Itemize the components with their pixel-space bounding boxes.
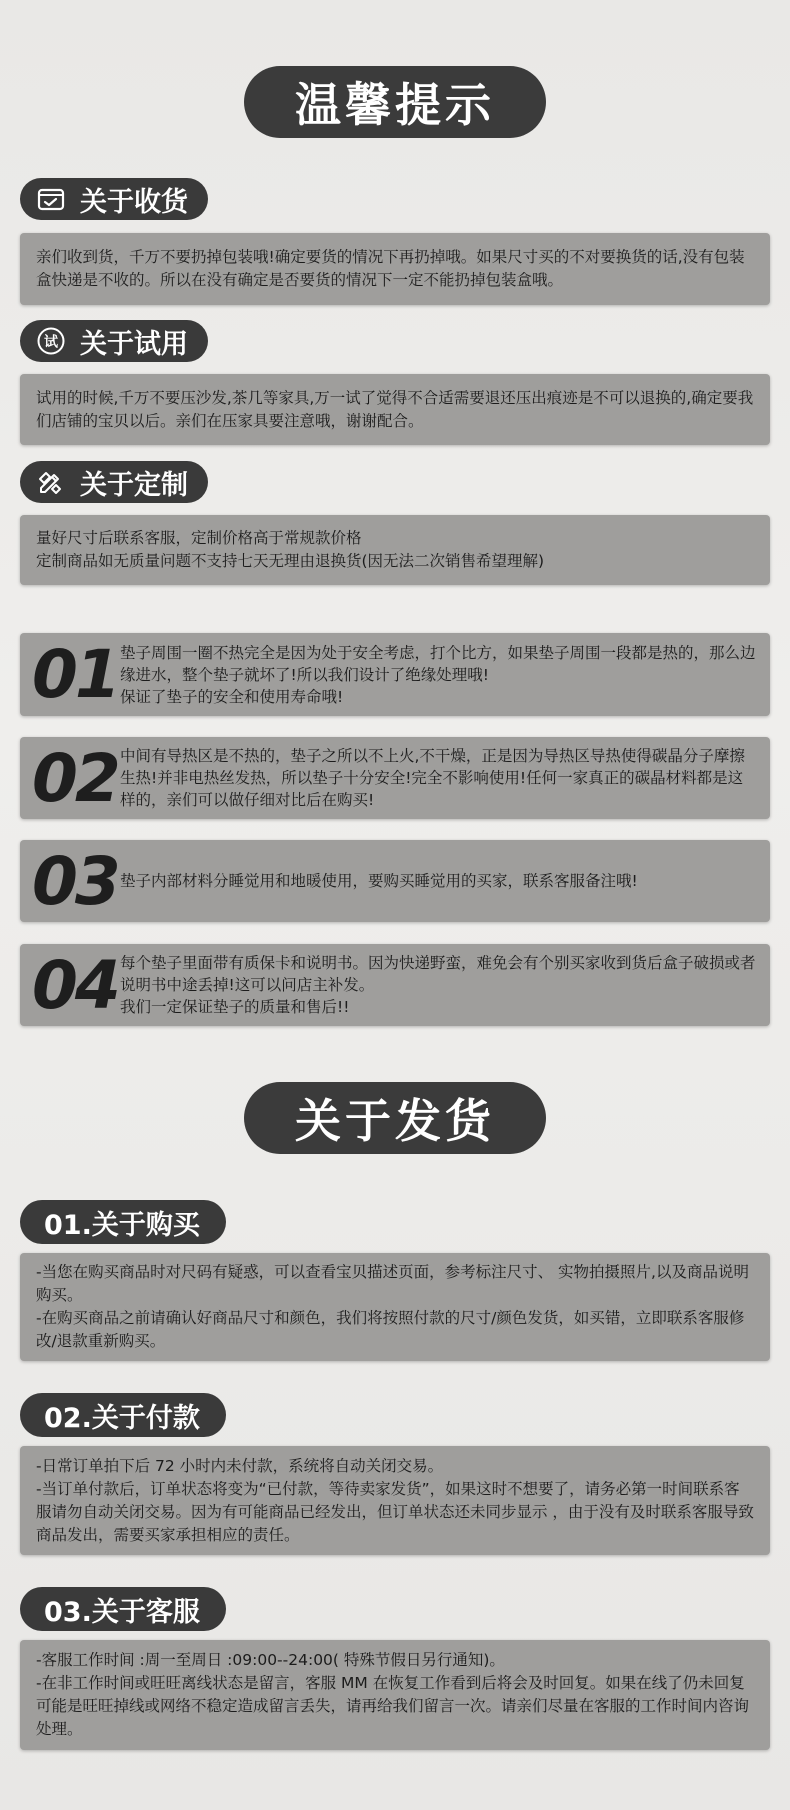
item-text: 中间有导热区是不热的，垫子之所以不上火,不干燥，正是因为导热区导热使得碳晶分子摩擦生热!并非电热丝发热，所以垫子十分安全!完全不影响使用!任何一家真正的碳晶材料都是这样的，亲们可以做仔细对比后在购买! [120,747,745,809]
payment-header: 02.关于付款 [20,1393,226,1437]
item-text: 垫子内部材料分睡觉用和地暖使用，要购买睡觉用的买家，联系客服备注哦! [120,872,638,890]
pencil-ruler-icon [36,467,66,497]
body-text: 试用的时候,千万不要压沙发,茶几等家具,万一试了觉得不合适需要退还压出痕迹是不可以退换的,确定要我们店铺的宝贝以后。亲们在压家具要注意哦，谢谢配合。 [36,388,754,430]
body-line: 定制商品如无质量问题不支持七天无理由退换货(因无法二次销售希望理解) [36,552,545,570]
service-header: 03.关于客服 [20,1587,226,1631]
item-text: 垫子周围一圈不热完全是因为处于安全考虑，打个比方，如果垫子周围一段都是热的，那么边缘进水，整个垫子就坏了!所以我们设计了绝缘处理哦! [120,643,756,684]
body-line: 量好尺寸后联系客服，定制价格高于常规款价格 [36,529,362,547]
section-trial-header [20,320,208,362]
service-body [20,1640,770,1750]
item-number: 04 [32,946,118,1024]
section-custom-body [20,515,770,585]
section-title: 关于定制 [80,469,188,501]
receipt-check-icon [36,184,66,214]
numbered-box-04 [20,944,770,1026]
item-text: 每个垫子里面带有质保卡和说明书。因为快递野蛮，难免会有个别买家收到货后盒子破损或者说明书中途丢掉!这可以问店主补发。 [120,954,756,994]
item-text: 保证了垫子的安全和使用寿命哦! [120,687,344,706]
item-text: 我们一定保证垫子的质量和售后!! [120,998,350,1016]
trial-icon [36,326,66,356]
numbered-box-03 [20,840,770,922]
purchase-body [20,1253,770,1361]
item-number: 02 [32,739,118,817]
item-number: 01 [32,636,118,713]
body-line: -日常订单拍下后 72 小时内未付款，系统将自动关闭交易。 [36,1456,444,1475]
shipping-title: 关于发货 [244,1082,546,1154]
payment-body [20,1446,770,1555]
section-title: 关于试用 [80,328,188,360]
section-receipt-body [20,233,770,305]
trial-icon-char: 试 [44,334,58,351]
body-line: -在非工作时间或旺旺离线状态是留言，客服 MM 在恢复工作看到后将会及时回复。如果在线了仍未回复可能是旺旺掉线或网络不稳定造成留言丢失，请再给我们留言一次。请亲们尽量在客服的工作时间内咨询处理。 [36,1674,750,1738]
numbered-box-02 [20,737,770,819]
body-line: -客服工作时间 :周一至周日 :09:00--24:00( 特殊节假日另行通知)。 [36,1651,505,1669]
warm-tips-title: 温馨提示 [244,66,546,138]
section-title: 关于收货 [80,186,188,218]
section-custom-header [20,461,208,503]
body-line: -当您在购买商品时对尺码有疑惑，可以查看宝贝描述页面，参考标注尺寸、 实物拍摄照片,以及商品说明购买。 [36,1263,749,1304]
section-trial-body [20,374,770,445]
body-line: -在购买商品之前请确认好商品尺寸和颜色，我们将按照付款的尺寸/颜色发货，如买错，立即联系客服修改/退款重新购买。 [36,1309,745,1350]
purchase-header: 01.关于购买 [20,1200,226,1244]
numbered-box-01 [20,633,770,716]
body-line: -当订单付款后，订单状态将变为“已付款，等待卖家发货”，如果这时不想要了，请务必第一时间联系客服请勿自动关闭交易。因为有可能商品已经发出，但订单状态还未同步显示 ，由于没有及时联系客服导致商品发出，需要买家承担相应的责任。 [36,1479,754,1544]
item-number: 03 [32,842,118,920]
body-text: 亲们收到货，千万不要扔掉包装哦!确定要货的情况下再扔掉哦。如果尺寸买的不对要换货的话,没有包装盒快递是不收的。所以在没有确定是否要货的情况下一定不能扔掉包装盒哦。 [36,248,745,289]
section-receipt-header [20,178,208,220]
